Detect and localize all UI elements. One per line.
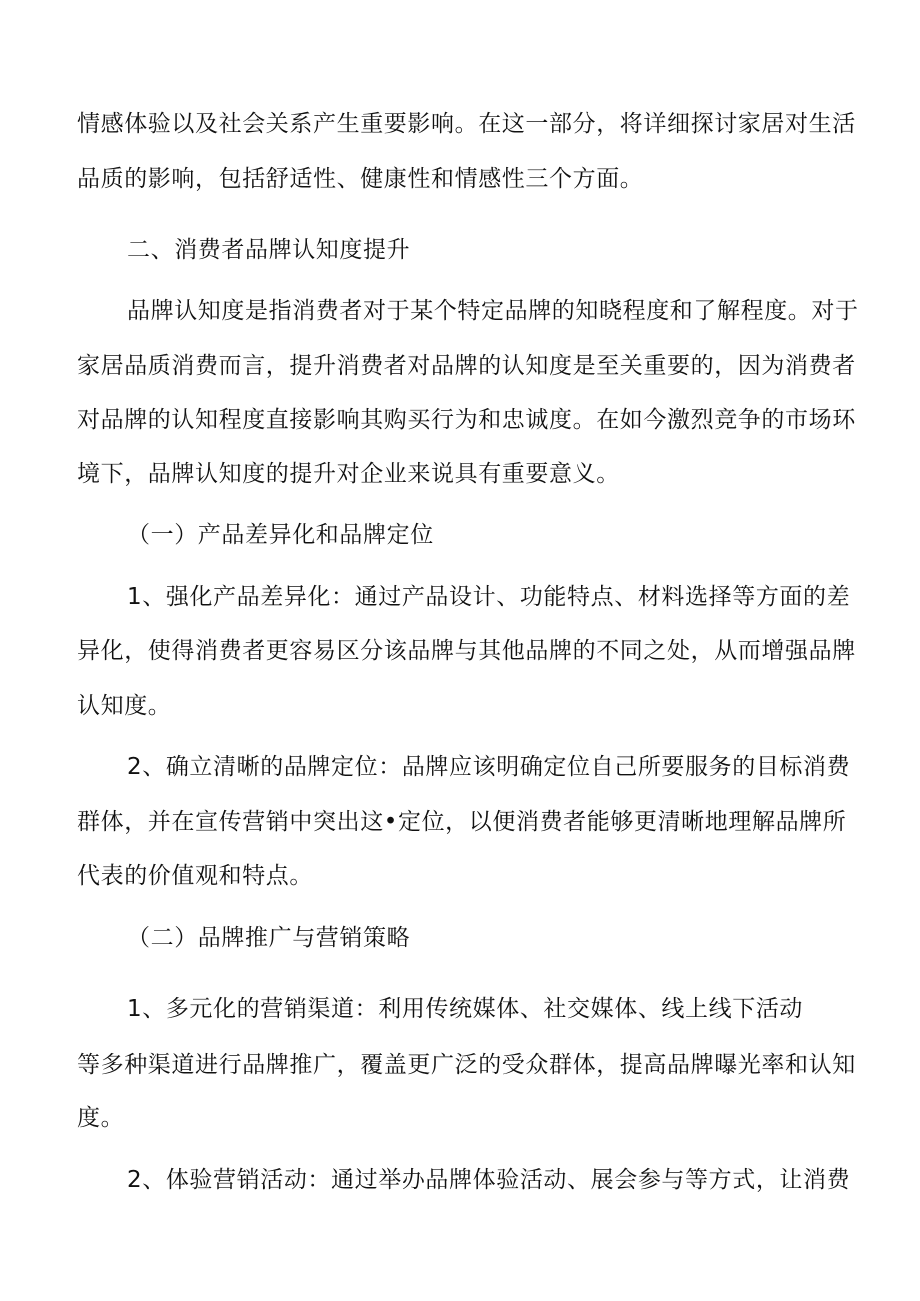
paragraph-line: 等多种渠道进行品牌推广，覆盖更广泛的受众群体，提高品牌曝光率和认知 [77,1052,856,1078]
paragraph-line: 情感体验以及社会关系产生重要影响。在这一部分，将详细探讨家居对生活 [77,111,856,137]
paragraph-line: 对品牌的认知程度直接影响其购买行为和忠诚度。在如今激烈竞争的市场环 [77,407,856,433]
subsection-heading: （二）品牌推广与营销策略 [127,925,411,951]
paragraph-line: 认知度。 [77,693,172,719]
paragraph-line: 境下，品牌认知度的提升对企业来说具有重要意义。 [77,461,620,487]
section-heading: 二、消费者品牌认知度提升 [127,237,411,263]
paragraph-line: 1、强化产品差异化：通过产品设计、功能特点、材料选择等方面的差 [127,584,851,610]
paragraph-line: 2、确立清晰的品牌定位：品牌应该明确定位自己所要服务的目标消费 [127,754,851,780]
paragraph-line: 代表的价值观和特点。 [77,863,313,889]
paragraph-line: 2、体验营销活动：通过举办品牌体验活动、展会参与等方式，让消费 [127,1167,851,1193]
paragraph-line: 品牌认知度是指消费者对于某个特定品牌的知晓程度和了解程度。对于 [127,298,859,324]
paragraph-line: 群体，并在宣传营销中突出这•定位，以便消费者能够更清晰地理解品牌所 [77,809,847,835]
subsection-heading: （一）产品差异化和品牌定位 [127,522,434,548]
paragraph-line: 度。 [77,1105,125,1131]
paragraph-line: 1、多元化的营销渠道：利用传统媒体、社交媒体、线上线下活动 [127,996,804,1022]
paragraph-line: 家居品质消费而言，提升消费者对品牌的认知度是至关重要的，因为消费者 [77,353,856,379]
paragraph-line: 品质的影响，包括舒适性、健康性和情感性三个方面。 [77,166,644,192]
paragraph-line: 异化，使得消费者更容易区分该品牌与其他品牌的不同之处，从而增强品牌 [77,638,856,664]
